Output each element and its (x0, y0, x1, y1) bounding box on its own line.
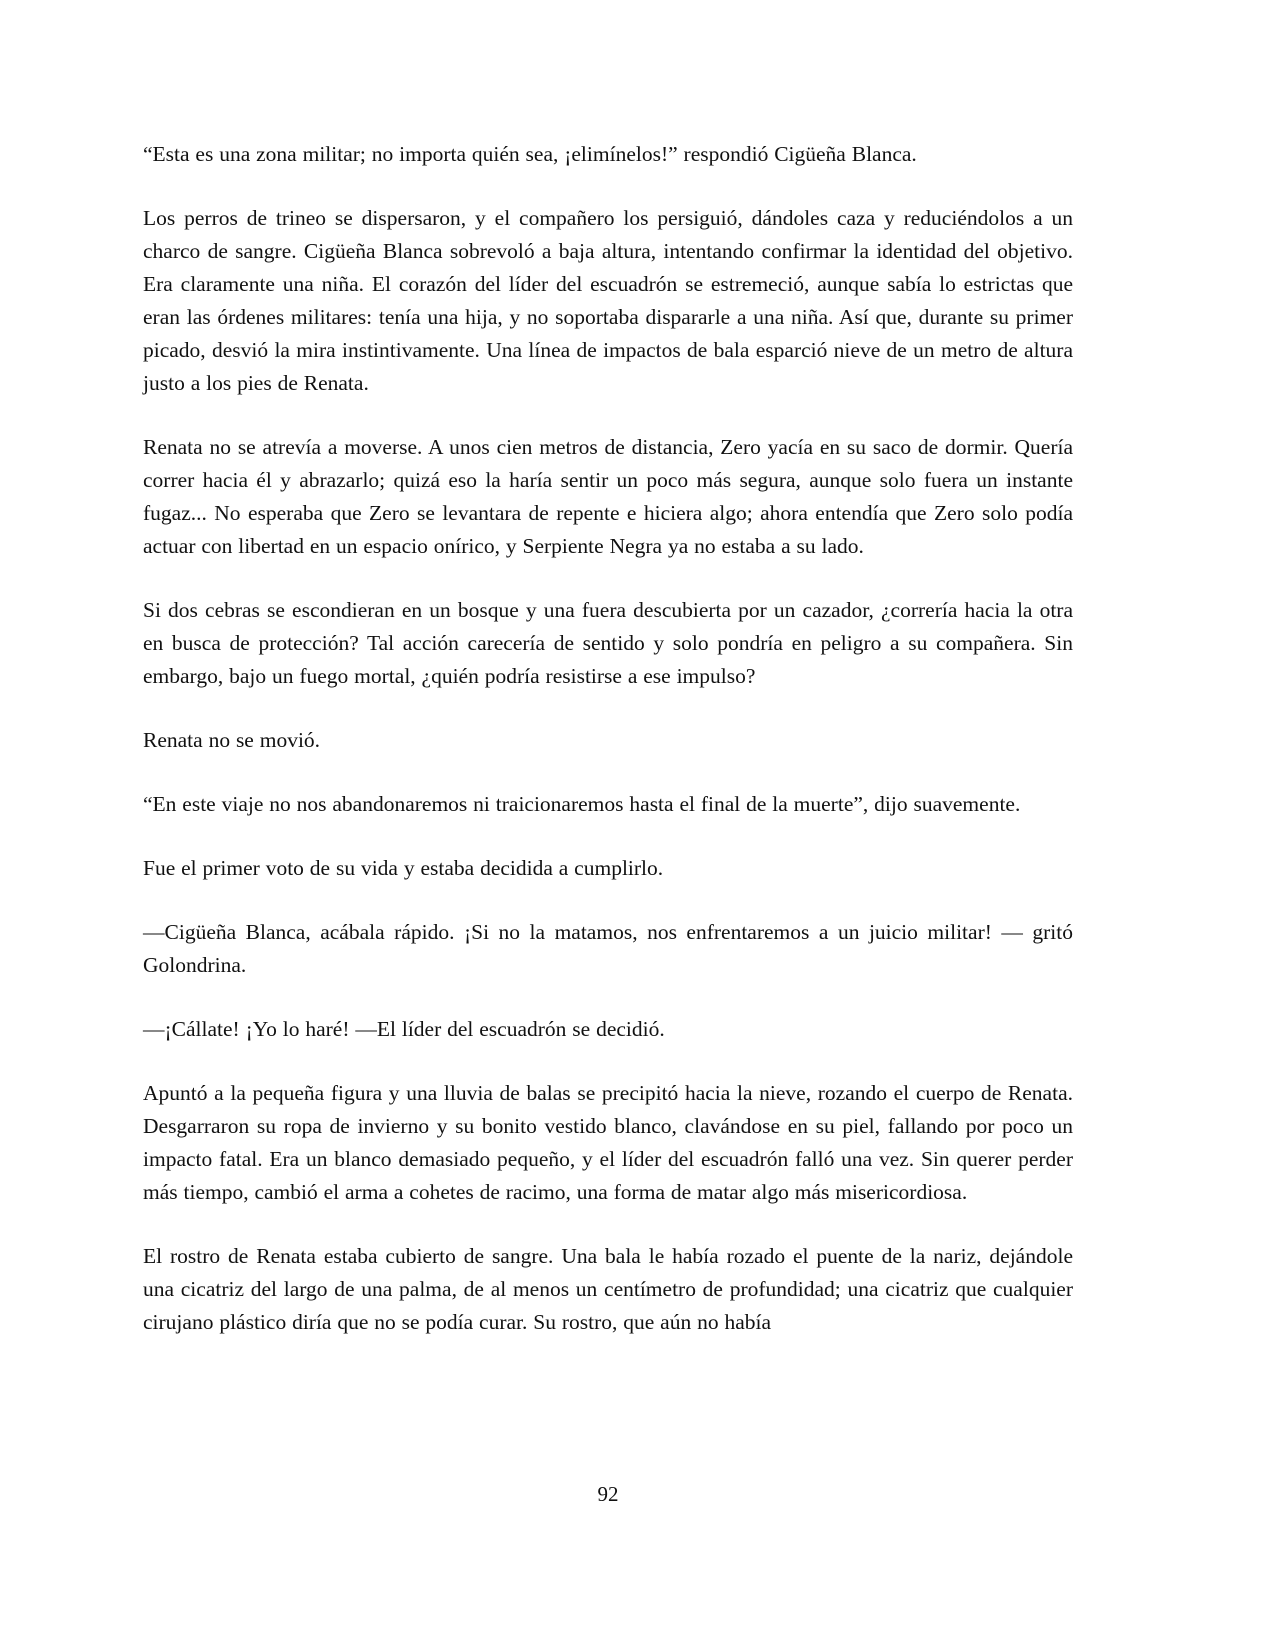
paragraph: —Cigüeña Blanca, acábala rápido. ¡Si no la matamos, nos enfrentaremos a un juicio militar! — gritó Golondrina. (143, 920, 1073, 977)
page-footer (143, 1482, 1073, 1507)
paragraph: Renata no se movió. (143, 728, 321, 752)
paragraph: Fue el primer voto de su vida y estaba decidida a cumplirlo. (143, 856, 664, 880)
paragraph: Apuntó a la pequeña figura y una lluvia de balas se precipitó hacia la nieve, rozando el cuerpo de Renata. Desgarraron su ropa de invierno y su bonito vestido blanco, clavándose en su piel, fallando por poco un impacto fatal. Era un blanco demasiado pequeño, y el líder del escuadrón falló una vez. Sin querer perder más tiempo, cambió el arma a cohetes de racimo, una forma de matar algo más misericordiosa. (143, 1081, 1073, 1204)
paragraph: “En este viaje no nos abandonaremos ni traicionaremos hasta el final de la muerte”, dijo suavemente. (143, 792, 1021, 816)
paragraph: El rostro de Renata estaba cubierto de sangre. Una bala le había rozado el puente de la nariz, dejándole una cicatriz del largo de una palma, de al menos un centímetro de profundidad; una cicatriz que cualquier cirujano plástico diría que no se podía curar. Su rostro, que aún no había (143, 1244, 1073, 1334)
document-page (143, 138, 1073, 1370)
paragraph: “Esta es una zona militar; no importa quién sea, ¡elimínelos!” respondió Cigüeña Blanca. (143, 142, 917, 166)
paragraph: Renata no se atrevía a moverse. A unos cien metros de distancia, Zero yacía en su saco de dormir. Quería correr hacia él y abrazarlo; quizá eso la haría sentir un poco más segura, aunque solo fuera un instante fugaz... No esperaba que Zero se levantara de repente e hiciera algo; ahora entendía que Zero solo podía actuar con libertad en un espacio onírico, y Serpiente Negra ya no estaba a su lado. (143, 435, 1073, 558)
paragraph: —¡Cállate! ¡Yo lo haré! —El líder del escuadrón se decidió. (143, 1017, 665, 1041)
paragraph: Si dos cebras se escondieran en un bosque y una fuera descubierta por un cazador, ¿correría hacia la otra en busca de protección? Tal acción carecería de sentido y solo pondría en peligro a su compañera. Sin embargo, bajo un fuego mortal, ¿quién podría resistirse a ese impulso? (143, 598, 1073, 688)
page-number: 92 (597, 1482, 619, 1506)
paragraph: Los perros de trineo se dispersaron, y el compañero los persiguió, dándoles caza y reduciéndolos a un charco de sangre. Cigüeña Blanca sobrevoló a baja altura, intentando confirmar la identidad del objetivo. Era claramente una niña. El corazón del líder del escuadrón se estremeció, aunque sabía lo estrictas que eran las órdenes militares: tenía una hija, y no soportaba dispararle a una niña. Así que, durante su primer picado, desvió la mira instintivamente. Una línea de impactos de bala esparció nieve de un metro de altura justo a los pies de Renata. (143, 206, 1073, 395)
